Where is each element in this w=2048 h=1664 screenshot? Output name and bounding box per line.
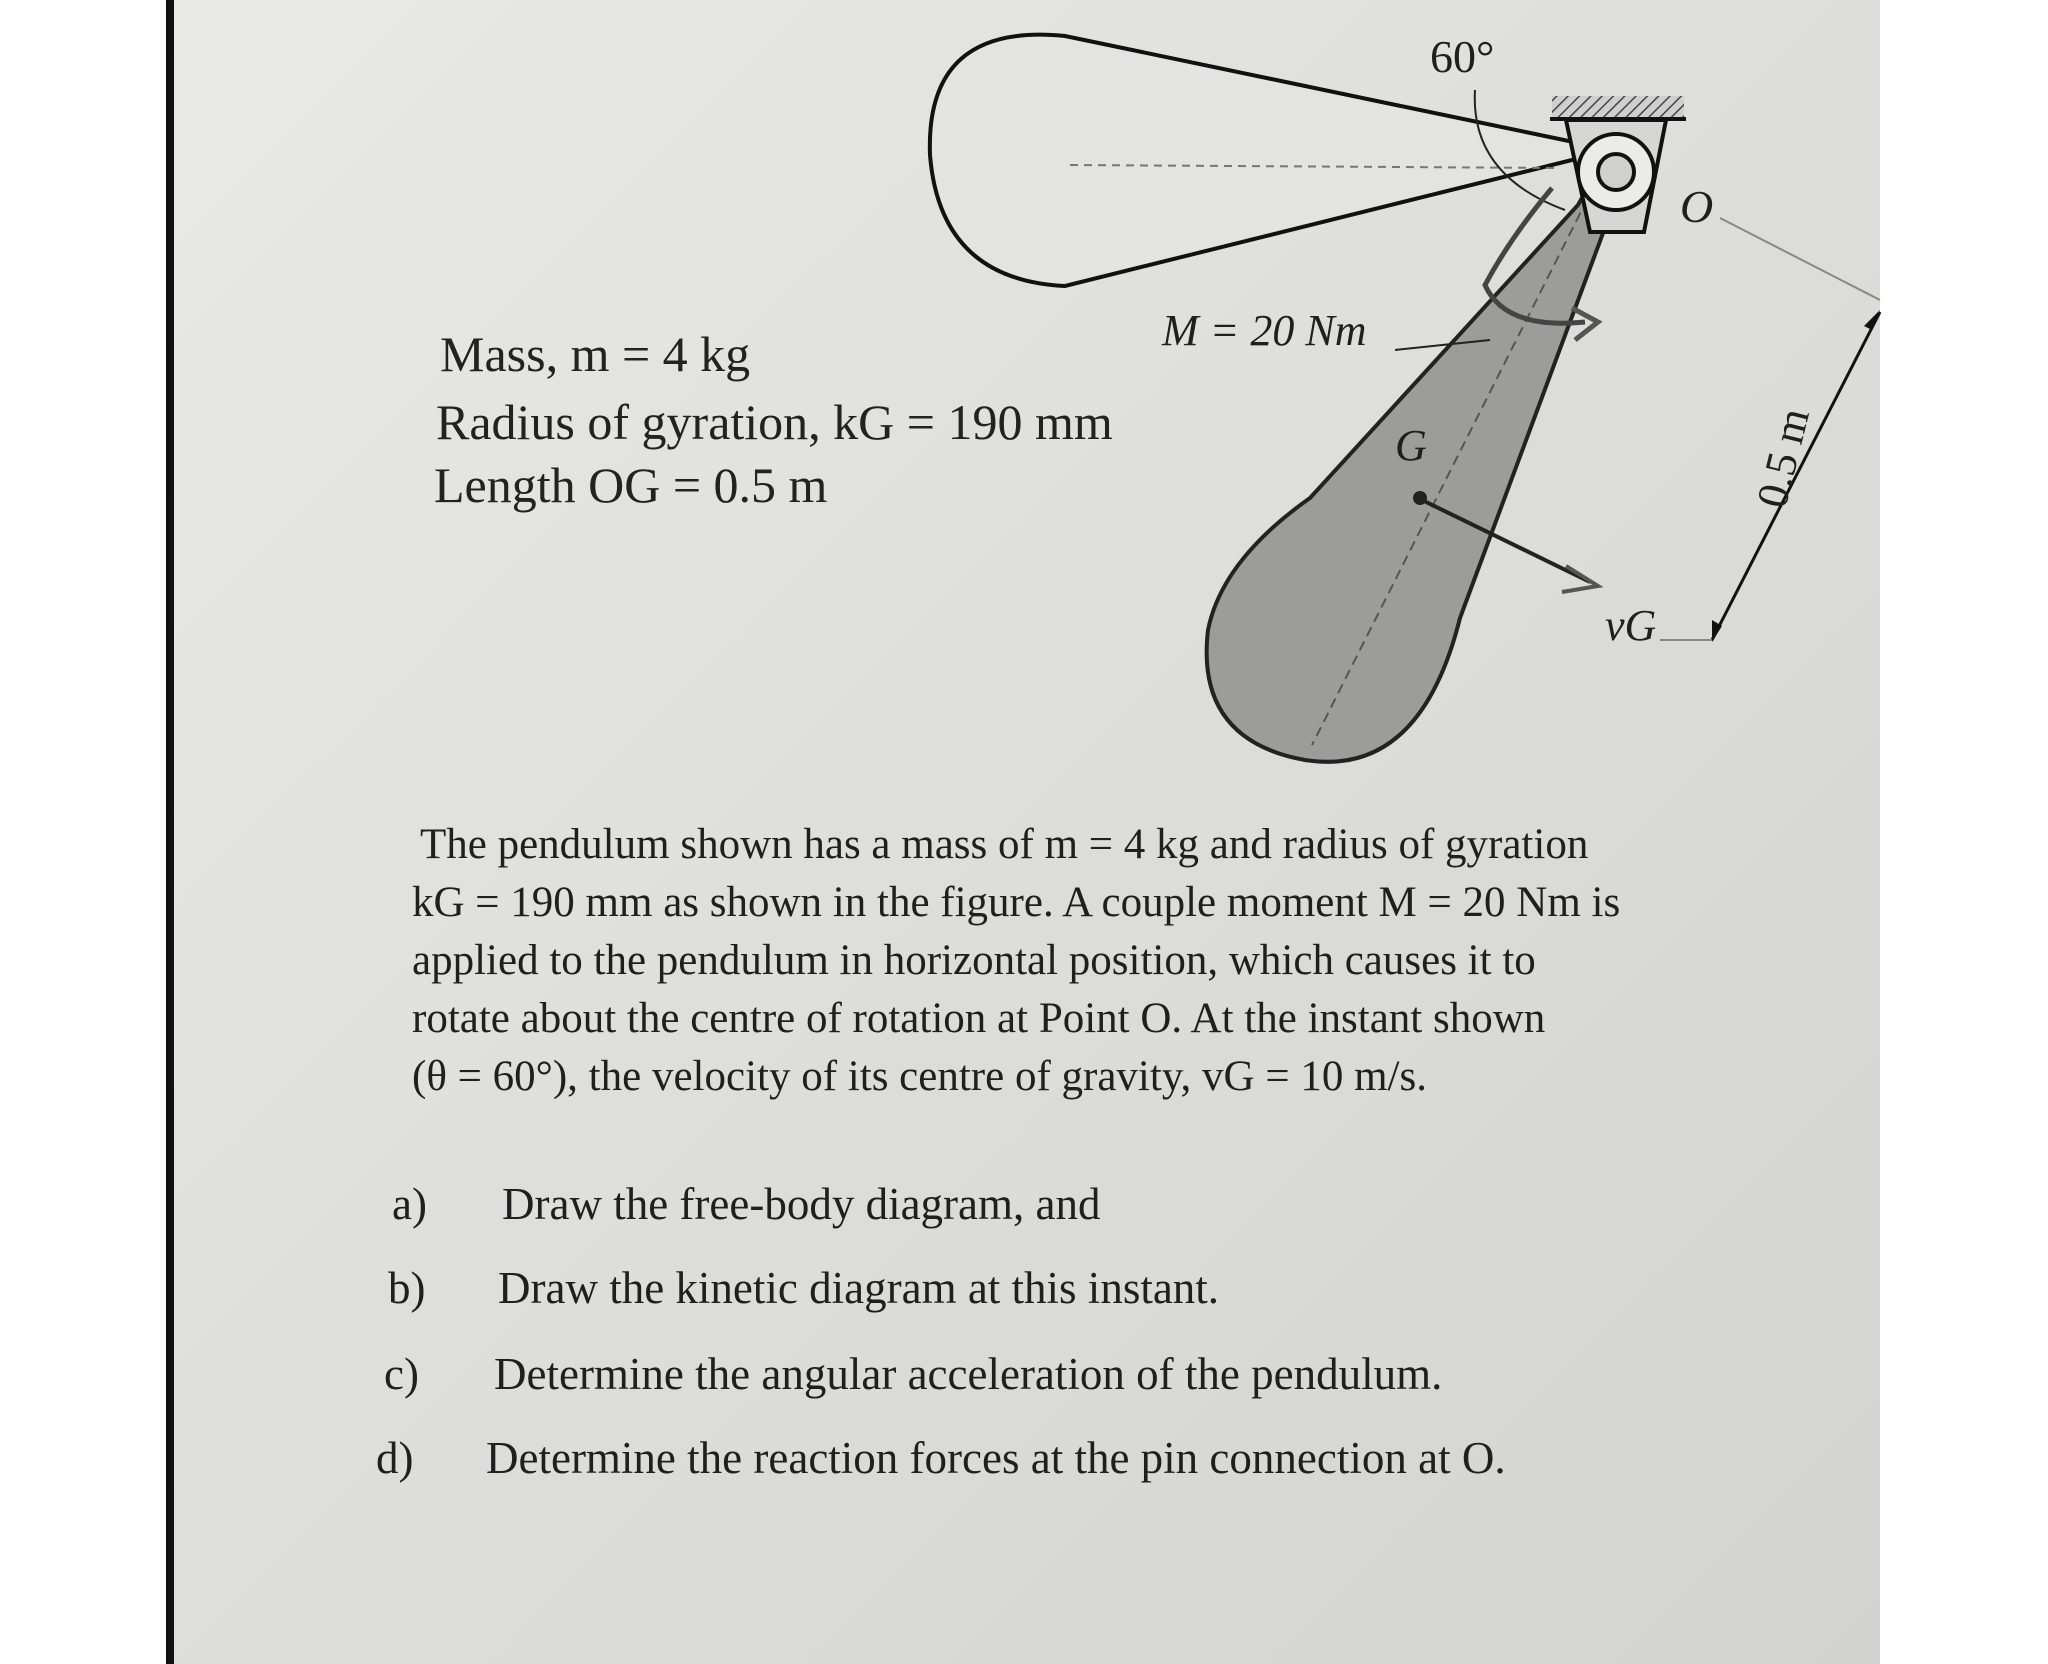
angle-label: 60° [1430, 31, 1495, 82]
problem-line-4: rotate about the centre of rotation at Point O. At the instant shown [412, 995, 1546, 1042]
point-O-label: O [1680, 181, 1714, 232]
question-d [376, 1432, 1506, 1484]
problem-statement [412, 816, 1862, 1106]
given-mass: Mass, m = 4 kg [440, 326, 751, 382]
question-a [392, 1178, 1101, 1230]
dimension-extension-top [1720, 218, 1880, 300]
problem-line-2: kG = 190 mm as shown in the figure. A couple moment M = 20 Nm is [412, 879, 1621, 926]
velocity-label: vG [1605, 601, 1657, 650]
moment-label: M = 20 Nm [1162, 306, 1367, 355]
problem-line-3: applied to the pendulum in horizontal position, which causes it to [412, 937, 1536, 984]
pin-inner [1598, 154, 1634, 190]
dimension-arrow-top [1864, 310, 1880, 330]
question-b [388, 1262, 1219, 1314]
point-G-label: G [1395, 421, 1427, 470]
question-c [384, 1348, 1442, 1400]
question-a-label: a) [392, 1179, 427, 1229]
question-d-label: d) [376, 1433, 414, 1483]
problem-line-1: The pendulum shown has a mass of m = 4 kg and radius of gyration [420, 821, 1589, 868]
question-c-label: c) [384, 1349, 419, 1399]
question-c-text: Determine the angular acceleration of the pendulum. [494, 1349, 1443, 1399]
given-length: Length OG = 0.5 m [434, 457, 828, 513]
given-radius-of-gyration: Radius of gyration, kG = 190 mm [436, 394, 1113, 450]
length-dimension-label: 0.5 m [1747, 403, 1819, 513]
question-d-text: Determine the reaction forces at the pin connection at O. [486, 1433, 1506, 1483]
question-b-label: b) [388, 1263, 426, 1313]
fixed-support-hatch [1552, 96, 1684, 118]
question-b-text: Draw the kinetic diagram at this instant. [498, 1263, 1220, 1313]
problem-line-5: (θ = 60°), the velocity of its centre of gravity, vG = 10 m/s. [412, 1053, 1427, 1100]
question-a-text: Draw the free-body diagram, and [502, 1179, 1101, 1229]
